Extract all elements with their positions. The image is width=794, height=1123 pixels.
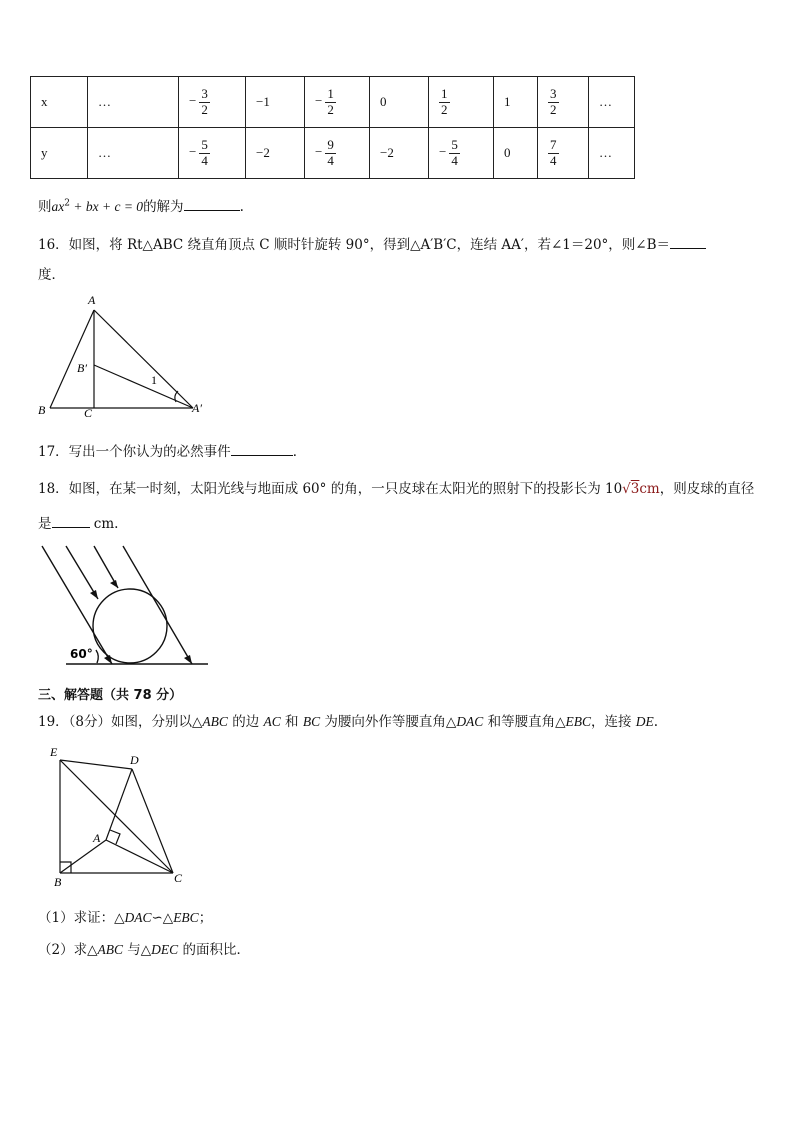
segment-aap (94, 310, 193, 408)
angle-arc (96, 650, 98, 663)
q16-figure (30, 290, 220, 420)
table-cell: −2 (246, 128, 305, 179)
answer-blank[interactable] (231, 443, 293, 456)
table-cell: −2 (370, 128, 429, 179)
q19-sub1: （1）求证：△DAC∽△EBC； (38, 910, 213, 926)
answer-blank[interactable] (52, 515, 90, 528)
segment-da (106, 769, 132, 840)
answer-blank[interactable] (670, 236, 706, 249)
q16-text-cont: 度． (38, 267, 65, 283)
segment-ab (50, 310, 94, 408)
value-table (30, 76, 635, 179)
label-b: B (54, 875, 62, 889)
sun-ray (123, 546, 192, 664)
table-cell: 1 (494, 77, 538, 128)
table-cell: − $\frac{1}{2}$ (305, 77, 370, 128)
q15-answer-line: 则$ax^2$ + bx + c = 0的解为 . (38, 198, 244, 215)
label-a: A (88, 293, 96, 307)
table-cell: $\frac{3}{2}$ (538, 77, 589, 128)
table-cell: −1 (246, 77, 305, 128)
label-e: E (50, 745, 58, 759)
table-cell: 0 (494, 128, 538, 179)
q19-figure (44, 742, 194, 892)
table-cell: $\frac{7}{4}$ (538, 128, 589, 179)
table-cell: 0 (370, 77, 429, 128)
arrow-head-icon (110, 580, 118, 588)
q16-text: 16．如图，将 Rt△ABC 绕直角顶点 C 顺时针旋转 90°，得到△A′B′C，连结 AA′，若∠1＝20°，则∠B＝ (38, 233, 706, 253)
segment-ed (60, 760, 132, 769)
label-c: C (84, 406, 93, 420)
label-a-prime: A′ (192, 401, 202, 415)
table-header-x: x (31, 77, 88, 128)
q18-text: 18．如图，在某一时刻，太阳光线与地面成 60° 的角，一只皮球在太阳光的照射下的投影长为 10√3cm，则皮球的直径 (38, 481, 755, 497)
table-cell-ellipsis: … (88, 128, 179, 179)
table-cell: − $\frac{3}{2}$ (179, 77, 246, 128)
sun-ray (66, 546, 98, 599)
section-heading: 三、解答题（共 78 分） (38, 688, 183, 703)
label-d: D (130, 753, 139, 767)
answer-blank[interactable] (184, 198, 240, 211)
arrow-head-icon (104, 655, 112, 664)
table-cell-ellipsis: … (589, 77, 635, 128)
arrow-head-icon (184, 655, 192, 664)
table-cell-ellipsis: … (88, 77, 179, 128)
table-row-x (31, 77, 635, 128)
arrow-head-icon (90, 590, 98, 599)
q18-text-cont: 是 cm. (38, 516, 119, 532)
label-b: B (38, 403, 46, 417)
table-row-y (31, 128, 635, 179)
table-cell: − $\frac{5}{4}$ (429, 128, 494, 179)
right-angle-mark-a (110, 830, 120, 844)
table-cell: $\frac{1}{2}$ (429, 77, 494, 128)
q17-text: 17．写出一个你认为的必然事件 ． (38, 444, 307, 460)
label-angle-1: 1 (151, 373, 157, 387)
table-cell-ellipsis: … (589, 128, 635, 179)
angle-label: 60° (70, 647, 93, 661)
label-c: C (174, 871, 183, 885)
segment-ec (60, 760, 173, 873)
table-header-y: y (31, 128, 88, 179)
label-b-prime: B′ (77, 361, 87, 375)
label-a: A (93, 831, 101, 845)
segment-dc (132, 769, 173, 873)
segment-bpap (94, 365, 193, 408)
q18-figure (36, 540, 216, 670)
q19-text: 19．（8分）如图，分别以△ABC 的边 AC 和 BC 为腰向外作等腰直角△DAC 和等腰直角△EBC，连接 DE. (38, 714, 659, 730)
table-cell: − $\frac{5}{4}$ (179, 128, 246, 179)
table-cell: − $\frac{9}{4}$ (305, 128, 370, 179)
segment-ac (106, 840, 173, 873)
q19-sub2: （2）求△ABC 与△DEC 的面积比． (38, 942, 250, 958)
